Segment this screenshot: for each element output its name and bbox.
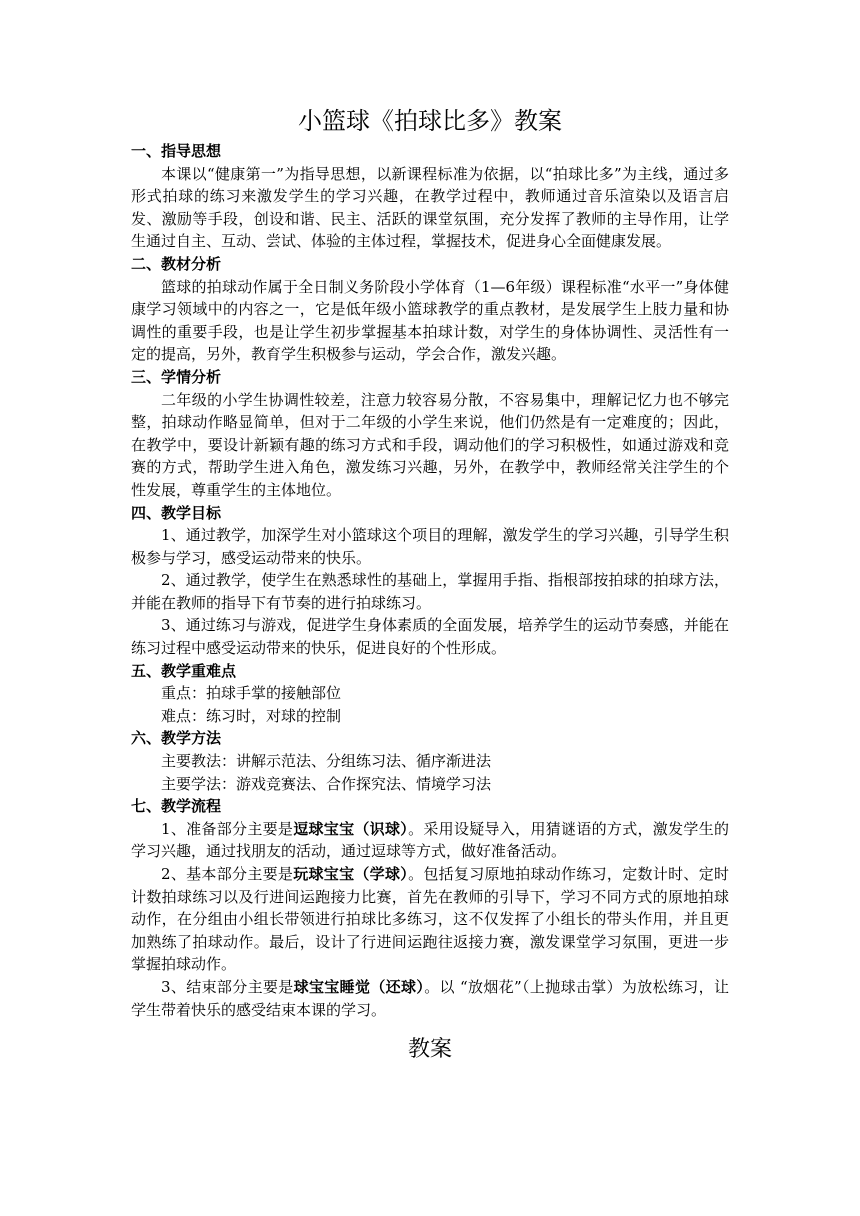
- flow-item-detail: 。包括复习原地拍球动作练习，定数计时、定时计数拍球练习以及行进间运跑接力比赛，首先在教师的引导下，学习不同方式的原地拍球动作，在分组由小组长带领进行拍球比多练习，这不仅发挥了小组长的带头作用，并且更加熟练了拍球动作。最后，设计了行进间运跑往返接力赛，激发课堂学习氛围，更进一步掌握拍球动作。: [131, 865, 729, 974]
- section-heading: 四、教学目标: [131, 503, 222, 522]
- section-heading: 六、教学方法: [131, 729, 222, 748]
- section-paragraph: 二年级的小学生协调性较差，注意力较容易分散，不容易集中，理解记忆力也不够完整，拍球动作略显简单，但对于二年级的小学生来说，他们仍然是有一定难度的；因此，在教学中，要设计新颖有趣的练习方式和手段，调动他们的学习积极性，如通过游戏和竞赛的方式，帮助学生进入角色，激发练习兴趣，另外，在教学中，教师经常关注学生的个性发展，尊重学生的主体地位。: [131, 390, 729, 499]
- teaching-method: 主要教法：讲解示范法、分组练习法、循序渐进法: [161, 752, 492, 771]
- learning-method: 主要学法：游戏竞赛法、合作探究法、情境学习法: [161, 774, 492, 793]
- flow-item: [131, 818, 729, 863]
- section-heading: 三、学情分析: [131, 367, 222, 386]
- flow-item-activity: 球宝宝睡觉（还球）: [293, 977, 425, 996]
- section-heading: 二、教材分析: [131, 254, 222, 273]
- flow-item-detail: 。以 “放烟花”（上抛球击掌）为放松练习，让学生带着快乐的感受结束本课的学习。: [131, 977, 729, 1019]
- flow-item-intro: 3、结束部分主要是: [161, 977, 294, 996]
- document-content: [131, 104, 729, 1065]
- section-teaching-objectives: [131, 502, 729, 660]
- section-paragraph: 本课以“健康第一”为指导思想，以新课程标准为依据，以“拍球比多”为主线，通过多形式拍球的练习来激发学生的学习兴趣，在教学过程中，教师通过音乐渲染以及语言启发、激励等手段，创设和谐、民主、活跃的课堂氛围，充分发挥了教师的主导作用，让学生通过自主、互动、尝试、体验的主体过程，掌握技术，促进身心全面健康发展。: [131, 164, 729, 251]
- section-teaching-flow: [131, 795, 729, 1021]
- flow-item: [131, 976, 729, 1021]
- section-paragraph: 篮球的拍球动作属于全日制义务阶段小学体育（1—6年级）课程标准“水平一”身体健康学习领域中的内容之一，它是低年级小篮球教学的重点教材，是发展学生上肢力量和协调性的重要手段，也是让学生初步掌握基本拍球计数，对学生的身体协调性、灵活性有一定的提高，另外，教育学生积极参与运动，学会合作，激发兴趣。: [131, 277, 729, 364]
- flow-item: [131, 863, 729, 976]
- objective-item: 1、通过教学，加深学生对小篮球这个项目的理解，激发学生的学习兴趣，引导学生积极参与学习，感受运动带来的快乐。: [131, 526, 729, 567]
- section-heading: 一、指导思想: [131, 142, 222, 160]
- section-material-analysis: [131, 253, 729, 366]
- section-teaching-methods: [131, 727, 729, 795]
- flow-item-detail: 。采用设疑导入，用猜谜语的方式，激发学生的学习兴趣，通过找朋友的活动，通过逗球等方式，做好准备活动。: [131, 819, 729, 861]
- objective-item: 2、通过教学，使学生在熟悉球性的基础上，掌握用手指、指根部按拍球的拍球方法，并能在教师的指导下有节奏的进行拍球练习。: [131, 571, 729, 612]
- section-heading: 七、教学流程: [131, 797, 222, 816]
- flow-item-activity: 逗球宝宝（识球）: [293, 819, 409, 838]
- difficult-point: 难点：练习时，对球的控制: [161, 706, 342, 725]
- document-title: 小篮球《拍球比多》教案: [298, 107, 562, 135]
- section-guiding-ideology: [131, 140, 729, 253]
- section-student-analysis: [131, 366, 729, 502]
- lesson-plan-subtitle: 教案: [407, 1037, 452, 1063]
- flow-item-intro: 1、准备部分主要是: [161, 819, 294, 838]
- flow-item-intro: 2、基本部分主要是: [161, 865, 294, 883]
- section-heading: 五、教学重难点: [131, 661, 237, 680]
- key-point: 重点：拍球手掌的接触部位: [161, 684, 342, 703]
- section-key-difficulties: [131, 660, 729, 728]
- flow-item-activity: 玩球宝宝（学球）: [293, 865, 409, 883]
- objective-item: 3、通过练习与游戏，促进学生身体素质的全面发展，培养学生的运动节奏感，并能在练习过程中感受运动带来的快乐，促进良好的个性形成。: [131, 616, 729, 658]
